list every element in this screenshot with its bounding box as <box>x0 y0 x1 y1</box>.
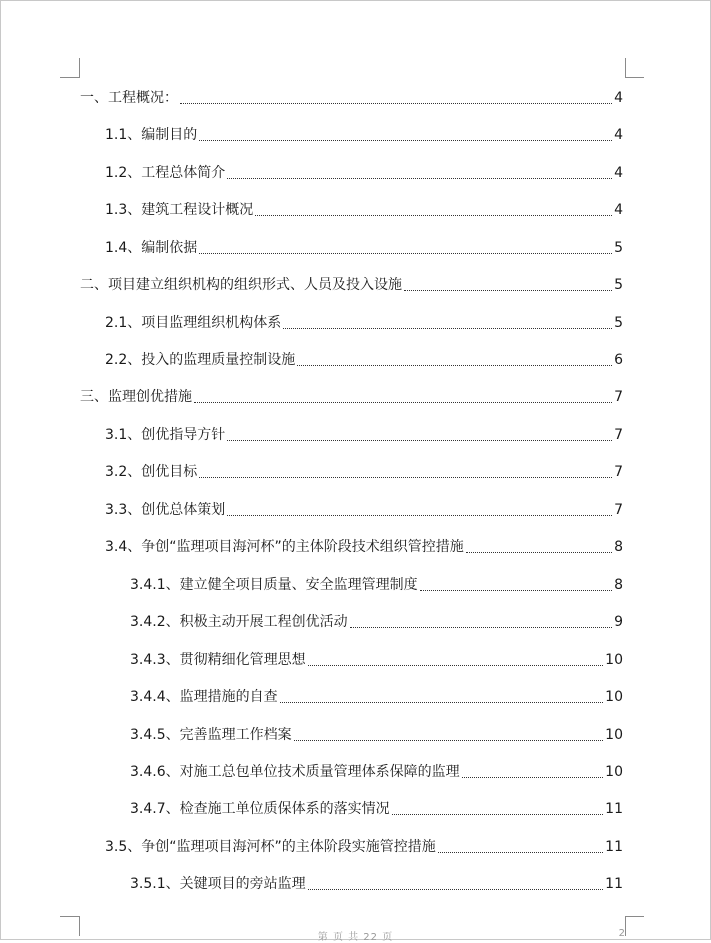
toc-leader <box>308 888 604 890</box>
toc-number: 3.4、 <box>105 539 142 555</box>
toc-page: 9 <box>614 614 623 630</box>
toc-page: 8 <box>614 539 623 555</box>
toc-entry[interactable] <box>130 798 623 820</box>
toc-entry[interactable] <box>80 386 623 408</box>
toc-page: 7 <box>614 502 623 518</box>
toc-page: 5 <box>614 240 623 256</box>
toc-entry[interactable] <box>130 724 623 746</box>
toc-title: 完善监理工作档案 <box>179 727 292 743</box>
toc-title: 关键项目的旁站监理 <box>179 876 306 892</box>
toc-page: 10 <box>605 652 623 668</box>
toc-page: 8 <box>614 577 623 593</box>
toc-leader <box>255 214 612 216</box>
toc-entry[interactable] <box>130 761 623 783</box>
toc-page: 4 <box>614 127 623 143</box>
toc-entry[interactable] <box>105 124 623 146</box>
toc-number: 2.2、 <box>105 352 142 368</box>
toc-leader <box>227 439 612 441</box>
toc-leader <box>280 701 604 703</box>
toc-leader <box>180 102 612 104</box>
toc-title: 创优总体策划 <box>141 502 226 518</box>
toc-leader <box>297 364 612 366</box>
toc-number: 1.3、 <box>105 202 142 218</box>
toc-number: 一、 <box>80 90 108 106</box>
toc-title: 创优指导方针 <box>141 427 226 443</box>
toc-number: 3.4.7、 <box>130 801 180 817</box>
toc-page: 11 <box>605 876 623 892</box>
toc-number: 三、 <box>80 389 108 405</box>
toc-title: 对施工总包单位技术质量管理体系保障的监理 <box>179 764 460 780</box>
toc-entry[interactable] <box>105 199 623 221</box>
toc-number: 1.1、 <box>105 127 142 143</box>
toc-title: 编制目的 <box>141 127 198 143</box>
toc-entry[interactable] <box>130 574 623 596</box>
toc-title: 投入的监理质量控制设施 <box>141 352 296 368</box>
toc-title: 工程概况： <box>108 90 178 106</box>
toc-page: 5 <box>614 315 623 331</box>
toc-leader <box>392 813 604 815</box>
toc-number: 二、 <box>80 277 108 293</box>
toc-entry[interactable] <box>130 649 623 671</box>
toc-title: 争创“监理项目海河杯”的主体阶段实施管控措施 <box>141 839 436 855</box>
toc-number: 3.5.1、 <box>130 876 180 892</box>
toc-title: 编制依据 <box>141 240 198 256</box>
toc-title: 建立健全项目质量、安全监理管理制度 <box>179 577 418 593</box>
toc-leader <box>350 626 612 628</box>
toc-page: 10 <box>605 764 623 780</box>
toc-leader <box>404 289 612 291</box>
toc-title: 项目监理组织机构体系 <box>141 315 282 331</box>
toc-title: 项目建立组织机构的组织形式、人员及投入设施 <box>108 277 402 293</box>
toc-leader <box>227 177 612 179</box>
toc-title: 积极主动开展工程创优活动 <box>179 614 348 630</box>
toc-number: 3.3、 <box>105 502 142 518</box>
toc-title: 建筑工程设计概况 <box>141 202 254 218</box>
toc-leader <box>199 476 612 478</box>
toc-page: 6 <box>614 352 623 368</box>
toc-number: 1.4、 <box>105 240 142 256</box>
toc-page: 4 <box>614 202 623 218</box>
toc-page: 5 <box>614 277 623 293</box>
toc-entry[interactable] <box>105 312 623 334</box>
toc-leader <box>227 514 612 516</box>
toc-leader <box>199 139 612 141</box>
toc-page: 4 <box>614 165 623 181</box>
toc-entry[interactable] <box>130 686 623 708</box>
toc-number: 2.1、 <box>105 315 142 331</box>
toc-number: 3.2、 <box>105 464 142 480</box>
toc-number: 1.2、 <box>105 165 142 181</box>
toc-leader <box>438 851 603 853</box>
toc-leader <box>294 739 604 741</box>
toc-page: 10 <box>605 689 623 705</box>
toc-entry[interactable] <box>105 349 623 371</box>
toc-entry[interactable] <box>105 836 623 858</box>
toc-entry[interactable] <box>105 162 623 184</box>
toc-page: 4 <box>614 90 623 106</box>
toc-title: 监理措施的自查 <box>179 689 278 705</box>
toc-entry[interactable] <box>105 461 623 483</box>
toc-number: 3.4.3、 <box>130 652 180 668</box>
toc-leader <box>194 401 612 403</box>
toc-leader <box>199 252 612 254</box>
toc-page: 11 <box>605 839 623 855</box>
toc-title: 贯彻精细化管理思想 <box>179 652 306 668</box>
toc-number: 3.1、 <box>105 427 142 443</box>
toc-number: 3.4.1、 <box>130 577 180 593</box>
toc-number: 3.4.2、 <box>130 614 180 630</box>
toc-entry[interactable] <box>130 873 623 895</box>
toc-page: 7 <box>614 427 623 443</box>
toc-entry[interactable] <box>80 87 623 109</box>
toc-page: 7 <box>614 389 623 405</box>
toc-leader <box>308 664 604 666</box>
toc-entry[interactable] <box>130 611 623 633</box>
toc-number: 3.4.5、 <box>130 727 180 743</box>
toc-title: 工程总体简介 <box>141 165 226 181</box>
toc-title: 创优目标 <box>141 464 198 480</box>
toc-entry[interactable] <box>105 499 623 521</box>
toc-leader <box>466 551 612 553</box>
footer-page-number: 2 <box>618 928 625 939</box>
toc-leader <box>420 589 612 591</box>
toc-number: 3.5、 <box>105 839 142 855</box>
toc-leader <box>283 327 612 329</box>
toc-title: 检查施工单位质保体系的落实情况 <box>179 801 390 817</box>
toc-entry[interactable] <box>80 274 623 296</box>
toc-number: 3.4.6、 <box>130 764 180 780</box>
page-footer: 第 页 共 22 页 <box>317 932 394 943</box>
toc-title: 争创“监理项目海河杯”的主体阶段技术组织管控措施 <box>141 539 464 555</box>
toc-page: 10 <box>605 727 623 743</box>
toc-page: 11 <box>605 801 623 817</box>
toc-leader <box>462 776 604 778</box>
toc-number: 3.4.4、 <box>130 689 180 705</box>
toc-entry[interactable] <box>105 424 623 446</box>
toc-title: 监理创优措施 <box>108 389 192 405</box>
toc-entry[interactable] <box>105 237 623 259</box>
toc-entry[interactable] <box>105 536 623 558</box>
toc-page: 7 <box>614 464 623 480</box>
